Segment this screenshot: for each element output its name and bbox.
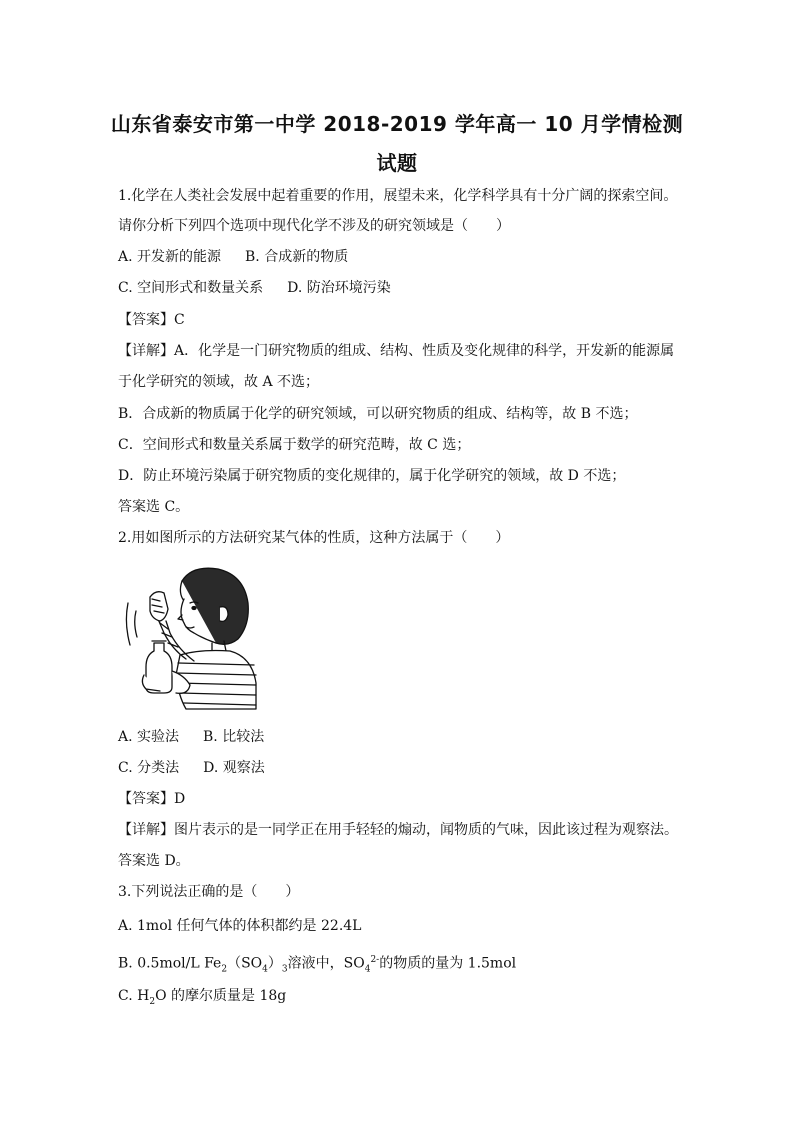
q1-explanation-line-5: D．防止环境污染属于研究物质的变化规律的，属于化学研究的领域，故 D 不选； [118,468,626,484]
q2-option-a: A. 实验法 [118,729,180,745]
q1-options-row-2 [118,278,391,298]
q1-explanation-line-2: 于化学研究的领域，故 A 不选； [118,374,320,390]
q2-options-row-1 [118,727,264,747]
document-title-line-1: 山东省泰安市第一中学 2018-2019 学年高一 10 月学情检测 [110,112,684,136]
document-title-line-2: 试题 [376,151,418,175]
q1-option-b: B. 合成新的物质 [245,249,349,265]
q1-stem-line-2: 请你分析下列四个选项中现代化学不涉及的研究领域是（ ） [118,218,510,234]
q1-explanation-line-1: 【详解】A．化学是一门研究物质的组成、结构、性质及变化规律的科学，开发新的能源属 [118,343,675,359]
q3-option-c: C. $H_2O$ 的摩尔质量是 18g [118,988,287,1007]
q2-option-b: B. 比较法 [203,729,265,745]
q1-explanation-line-4: C．空间形式和数量关系属于数学的研究范畴，故 C 选； [118,437,471,453]
q1-options-row-1 [118,247,348,267]
q2-explanation-line-1: 【详解】图片表示的是一同学正在用手轻轻的煽动，闻物质的气味，因此该过程为观察法。 [118,822,678,838]
q2-stem: 2.用如图所示的方法研究某气体的性质，这种方法属于（ ） [118,530,510,546]
q1-answer: 【答案】C [118,312,185,328]
q1-option-d: D. 防治环境污染 [287,280,391,296]
q3-option-b: B. 0.5mol/L $Fe_2(SO_4)_3$溶液中，$SO_4^{2-}$的物质的量为 1.5mol [118,955,517,975]
q1-stem-line-1: 1.化学在人类社会发展中起着重要的作用，展望未来，化学科学具有十分广阔的探索空间。 [118,188,678,204]
q1-conclusion: 答案选 C。 [118,499,190,515]
q1-explanation-line-3: B．合成新的物质属于化学的研究领域，可以研究物质的组成、结构等，故 B 不选； [118,406,638,422]
q2-answer: 【答案】D [118,791,186,807]
q1-option-a: A. 开发新的能源 [118,249,222,265]
q1-option-c: C. 空间形式和数量关系 [118,280,264,296]
q2-options-row-2 [118,758,265,778]
q3-option-a: A. 1mol 任何气体的体积都约是 22.4L [118,918,362,934]
q3-stem: 3.下列说法正确的是（ ） [118,884,300,900]
student-smelling-gas-illustration [120,563,260,711]
q2-option-d: D. 观察法 [203,760,265,776]
q2-conclusion: 答案选 D。 [118,853,190,869]
q2-option-c: C. 分类法 [118,760,180,776]
